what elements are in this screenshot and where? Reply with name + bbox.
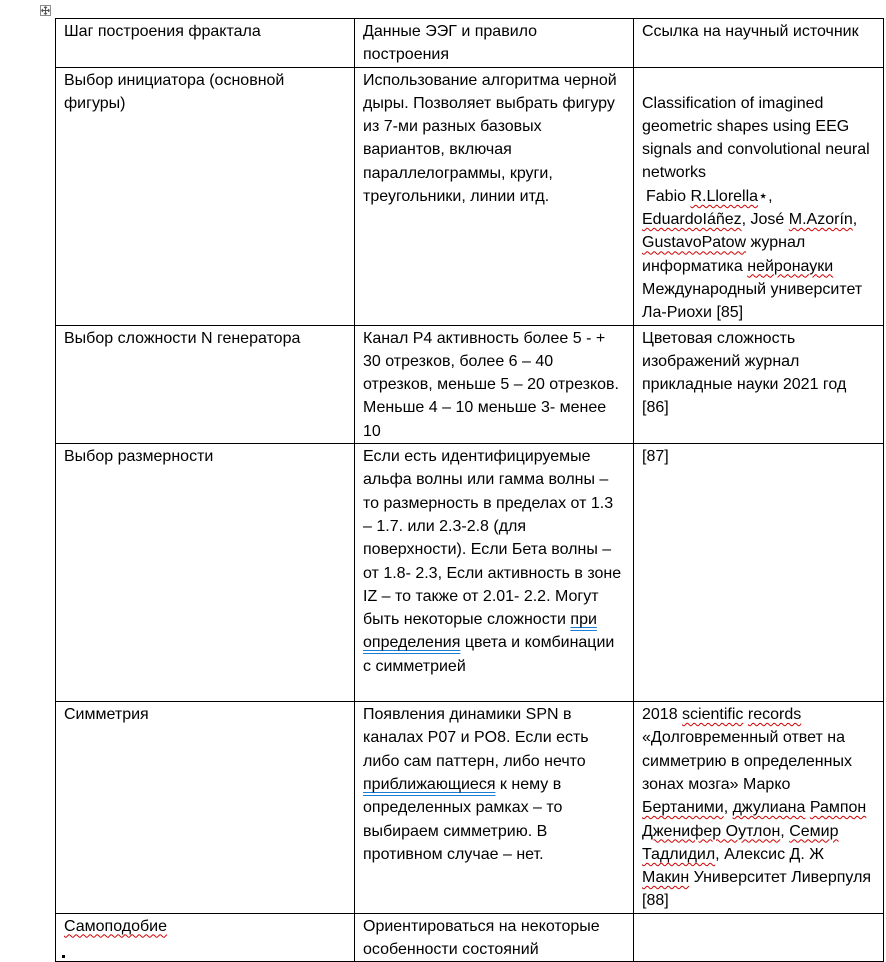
table-header-row bbox=[56, 19, 884, 68]
table-row bbox=[56, 913, 884, 962]
table-move-handle-icon[interactable] bbox=[40, 5, 51, 16]
cell-source[interactable] bbox=[634, 913, 884, 962]
cell-rule[interactable]: Появления динамики SPN в каналах P07 и PO8. Если есть либо сам паттерн, либо нечто приближающиеся к нему в определенных рамках – то выбираем симметрию. В противном случае – нет. bbox=[355, 702, 634, 914]
cell-source[interactable]: Цветовая сложность изображений журнал прикладные науки 2021 год [86] bbox=[634, 325, 884, 443]
cell-source[interactable]: [87] bbox=[634, 444, 884, 702]
table-row bbox=[56, 67, 884, 325]
table-row bbox=[56, 444, 884, 702]
header-cell-rule[interactable]: Данные ЭЭГ и правило построения bbox=[355, 19, 634, 68]
cell-source[interactable]: Classification of imagined geometric shapes using EEG signals and convolutional neural networks Fabio R.Llorella⋆, EduardoIáñez, José M.Azorín, GustavoPatow журнал информатика нейронауки Международный университет Ла-Риохи [85] bbox=[634, 67, 884, 325]
cell-rule[interactable]: Если есть идентифицируемые альфа волны или гамма волны – то размерность в пределах от 1.3 – 1.7. или 2.3-2.8 (для поверхности). Если Бета волны – от 1.8- 2.3, Если активность в зоне IZ – то также от 2.01- 2.2. Могут быть некоторые сложности при определения цвета и комбинации с симметрией bbox=[355, 444, 634, 702]
cell-step[interactable]: Самоподобие bbox=[56, 913, 355, 962]
paragraph-mark bbox=[62, 955, 65, 958]
cell-step[interactable]: Выбор сложности N генератора bbox=[56, 325, 355, 443]
cell-step[interactable]: Выбор инициатора (основной фигуры) bbox=[56, 67, 355, 325]
cell-rule[interactable]: Канал P4 активность более 5 - + 30 отрезков, более 6 – 40 отрезков, меньше 5 – 20 отрезков. Меньше 4 – 10 меньше 3- менее 10 bbox=[355, 325, 634, 443]
cell-step[interactable]: Симметрия bbox=[56, 702, 355, 914]
cell-rule[interactable]: Ориентироваться на некоторые особенности состояний bbox=[355, 913, 634, 962]
cell-rule[interactable]: Использование алгоритма черной дыры. Позволяет выбрать фигуру из 7-ми разных базовых вариантов, включая параллелограммы, круги, треугольники, линии итд. bbox=[355, 67, 634, 325]
header-cell-source[interactable]: Ссылка на научный источник bbox=[634, 19, 884, 68]
header-cell-step[interactable]: Шаг построения фрактала bbox=[56, 19, 355, 68]
fractal-steps-table bbox=[55, 18, 884, 962]
cell-source[interactable]: 2018 scientific records «Долговременный ответ на симметрию в определенных зонах мозга» Марко Бертаними, джулиана Рампон Дженифер Оутлон, Семир Тадлидил, Алексис Д. Ж Макин Университет Ливерпуля [88] bbox=[634, 702, 884, 914]
table-row bbox=[56, 702, 884, 914]
cell-step[interactable]: Выбор размерности bbox=[56, 444, 355, 702]
table-row bbox=[56, 325, 884, 443]
source-title: Classification of imagined geometric shapes using EEG signals and convolutional neural networks bbox=[642, 94, 870, 182]
